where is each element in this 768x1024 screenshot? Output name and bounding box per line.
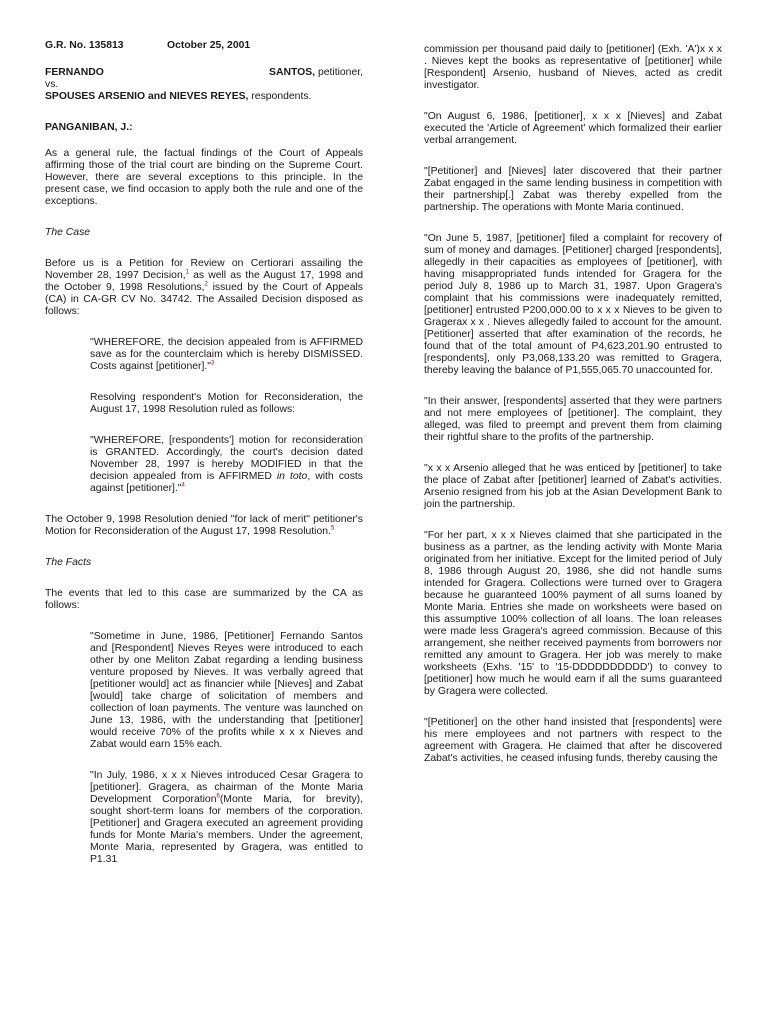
case-text-c: issued by the Court of Appeals (CA) in CA-GR CV No. 34742. The Assailed Decision disposed as follows: bbox=[45, 282, 363, 317]
right-column bbox=[424, 44, 722, 765]
right-paragraph-7: "For her part, x x x Nieves claimed that she participated in the business as a partner, as the lending activity with Monte Maria originated from her initiative. Except for the limited period of July 8, 1986 through August 20, 1986, she did not handle sums intended for Gragera. Collections were turned over to Gragera because he guaranteed 100% payment of all sums loaned by Monte Maria. Entries she made on worksheets were based on this assumptive 100% collection of all loans. The loan releases were made less Gragera's agreed commission. Because of this arrangement, she neither received payments from borrowers nor remitted any amount to Gragera. Her job was merely to make worksheets (Exhs. '15' to '15-DDDDDDDDDD') to convey to [petitioner] how much he would earn if all the sums guaranteed by Gragera were collected. bbox=[424, 530, 722, 697]
footnote-4[interactable]: 4 bbox=[181, 482, 185, 489]
party1-right bbox=[269, 67, 363, 79]
footnote-1[interactable]: 1 bbox=[185, 269, 189, 276]
quote2-italic: in toto bbox=[276, 471, 308, 482]
case-text-a: Before us is a Petition for Review on Certiorari assailing the November 28, 1997 Decision, bbox=[45, 258, 363, 281]
right-paragraph-5: "In their answer, [respondents] asserted that they were partners and not mere employees of [petitioner]. The complaint, they alleged, was filed to preempt and prevent them from claiming their rightful share to the profits of the partnership. bbox=[424, 396, 722, 443]
right-paragraph-1: commission per thousand paid daily to [petitioner] (Exh. 'A')x x x . Nieves kept the books as representative of [petitioner] while [Respondent] Arsenio, husband of Nieves, acted as credit investigator. bbox=[424, 44, 722, 91]
fact2-text-b: (Monte Maria, for brevity), sought short-term loans for members of the corporation. [Petitioner] and Gragera executed an agreement providing funds for Monte Maria's members. Under the agreement, Monte Maria, represented by Gragera, was entitled to P1.31 bbox=[90, 794, 363, 865]
right-paragraph-6: "x x x Arsenio alleged that he was enticed by [petitioner] to take the place of Zabat after [petitioner] learned of Zabat's activities. Arsenio resigned from his job at the Asian Development Bank to join the partnership. bbox=[424, 463, 722, 510]
quote1-text: "WHEREFORE, the decision appealed from is AFFIRMED save as for the counterclaim which is hereby DISMISSED. Costs against [petitioner]." bbox=[90, 337, 363, 372]
fact-paragraph-2 bbox=[90, 770, 363, 866]
party1-role: petitioner, bbox=[317, 67, 363, 78]
party2-name: SPOUSES ARSENIO and NIEVES REYES, bbox=[45, 91, 249, 102]
footnote-6[interactable]: 6 bbox=[216, 793, 220, 800]
quote2-text-a: "WHEREFORE, [respondents'] motion for reconsideration is GRANTED. Accordingly, the court's decision dated November 28, 1997 is hereby MODIFIED in that the decision appealed from is AFFIRMED bbox=[90, 435, 363, 482]
decision-date: October 25, 2001 bbox=[167, 40, 251, 51]
oct-res-text: The October 9, 1998 Resolution denied "for lack of merit" petitioner's Motion for Reconsideration of the August 17, 1998 Resolution. bbox=[45, 514, 363, 537]
party1-surname: SANTOS, bbox=[269, 67, 316, 78]
case-heading: The Case bbox=[45, 227, 91, 238]
quote2-text-b: , with costs against [petitioner]." bbox=[90, 471, 363, 494]
vs-label: vs. bbox=[45, 79, 59, 90]
party1-line bbox=[45, 67, 363, 79]
quote-decision bbox=[90, 337, 363, 373]
facts-intro: The events that led to this case are summarized by the CA as follows: bbox=[45, 588, 363, 611]
fact-paragraph-1: "Sometime in June, 1986, [Petitioner] Fernando Santos and [Respondent] Nieves Reyes were introduced to each other by one Meliton Zabat regarding a lending business venture proposed by Nieves. It was verbally agreed that [petitioner would] act as financier while [Nieves] and Zabat [would] take charge of solicitation of members and collection of loan payments. The venture was launched on June 13, 1986, with the understanding that [petitioner] would receive 70% of the profits while x x x Nieves and Zabat would earn 15% each. bbox=[90, 631, 363, 750]
case-header bbox=[45, 40, 363, 52]
left-column bbox=[45, 40, 363, 866]
right-paragraph-4: "On June 5, 1987, [petitioner] filed a complaint for recovery of sum of money and damages. [Petitioner] charged [respondents], allegedly in their capacities as employees of [petitioner], with having misappropriated funds intended for Gragera for the period July 8, 1986 up to March 31, 1987. Upon Gragera's complaint that his commissions were inadequately remitted, [petitioner] entrusted P200,000.00 to x x x Nieves to be given to Gragerax x x . Nieves allegedly failed to account for the amount. [Petitioner] asserted that after examination of the records, he found that of the total amount of P4,623,201.90 entrusted to [respondents], only P3,068,133.20 was remitted to Gragera, thereby leaving the balance of P1,555,065.70 unaccounted for. bbox=[424, 233, 722, 376]
intro-paragraph: As a general rule, the factual findings of the Court of Appeals affirming those of the trial court are binding on the Supreme Court. However, there are several exceptions to this principle. In the present case, we find occasion to apply both the rule and one of the exceptions. bbox=[45, 148, 363, 207]
resolving-paragraph: Resolving respondent's Motion for Reconsideration, the August 17, 1998 Resolution ruled as follows: bbox=[90, 392, 363, 415]
facts-heading: The Facts bbox=[45, 557, 92, 568]
footnote-5[interactable]: 5 bbox=[330, 525, 335, 532]
right-paragraph-8: "[Petitioner] on the other hand insisted that [respondents] were his mere employees and not partners with respect to the agreement with Gragera. He claimed that after he discovered Zabat's activities, he ceased infusing funds, thereby causing the bbox=[424, 717, 722, 764]
right-paragraph-2: "On August 6, 1986, [petitioner], x x x [Nieves] and Zabat executed the 'Article of Agreement' which formalized their earlier verbal arrangement. bbox=[424, 111, 722, 146]
party2-line bbox=[45, 91, 363, 103]
gr-number: G.R. No. 135813 bbox=[45, 40, 124, 51]
party1-name: FERNANDO bbox=[45, 67, 104, 78]
quote-resolution bbox=[90, 435, 363, 495]
footnote-3[interactable]: 3 bbox=[210, 360, 215, 367]
footnote-2[interactable]: 2 bbox=[204, 281, 208, 288]
case-paragraph bbox=[45, 258, 363, 318]
ponente: PANGANIBAN, J.: bbox=[45, 122, 133, 133]
fact2-text-a: "In July, 1986, x x x Nieves introduced Cesar Gragera to [petitioner]. Gragera, as chairman of the Monte Maria Development Corporation bbox=[90, 770, 363, 805]
right-paragraph-3: "[Petitioner] and [Nieves] later discovered that their partner Zabat engaged in the same lending business in competition with their partnership[.] Zabat was thereby expelled from the partnership. The operations with Monte Maria continued. bbox=[424, 166, 722, 213]
october-resolution-paragraph bbox=[45, 514, 363, 538]
case-text-b: as well as the August 17, 1998 and the October 9, 1998 Resolutions, bbox=[45, 270, 363, 293]
party2-role: respondents. bbox=[251, 91, 312, 102]
